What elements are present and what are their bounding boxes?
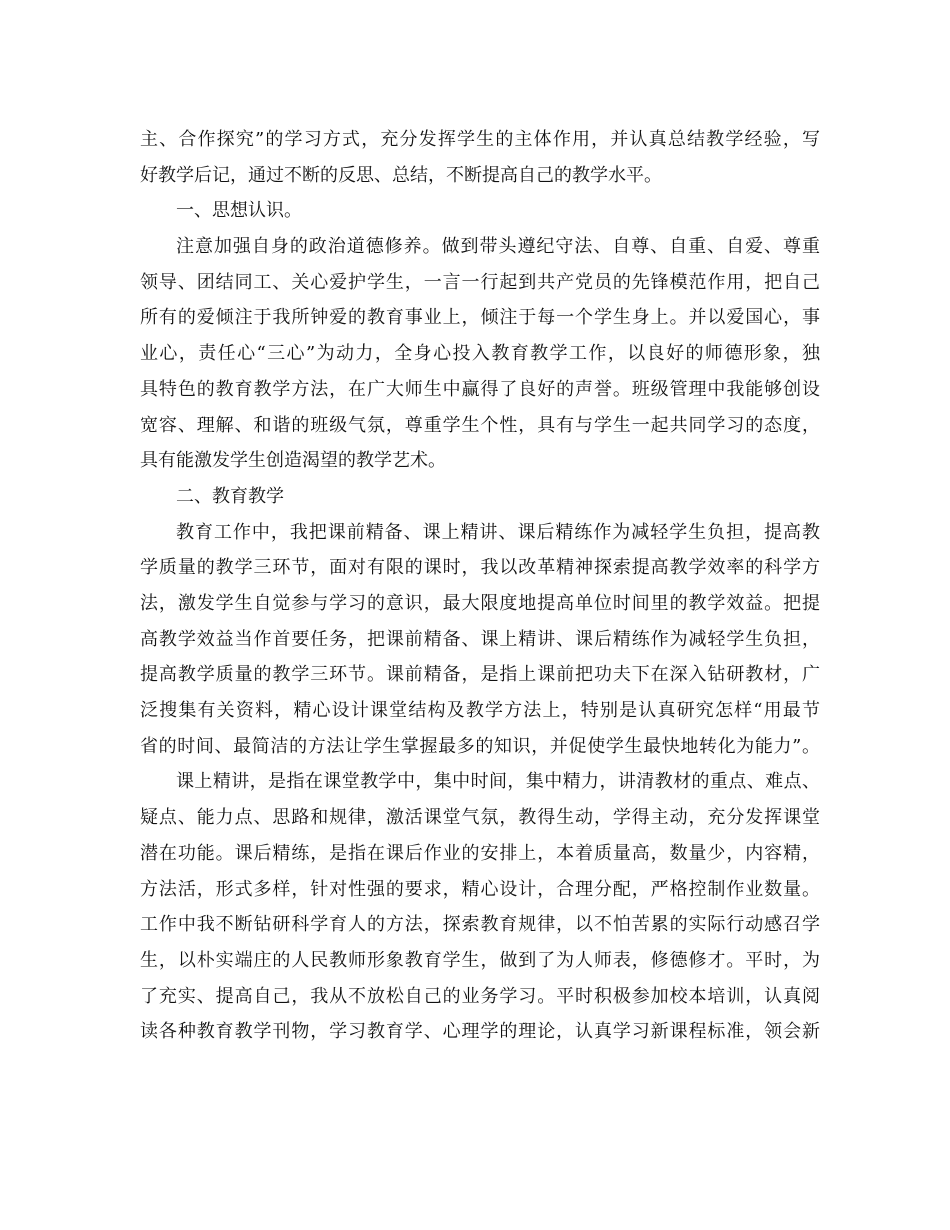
- text-line: 宽容、理解、和谐的班级气氛，尊重学生个性，具有与学生一起共同学习的态度，: [140, 414, 820, 436]
- text-line: 读各种教育教学刊物，学习教育学、心理学的理论，认真学习新课程标准，领会新: [140, 1021, 820, 1043]
- text-line: 领导、团结同工、关心爱护学生，一言一行起到共产党员的先锋模范作用，把自己: [140, 271, 820, 293]
- text-line: 工作中我不断钻研科学育人的方法，探索教育规律，以不怕苦累的实际行动感召学: [140, 914, 820, 936]
- text-line: 高教学效益当作首要任务，把课前精备、课上精讲、课后精练作为减轻学生负担，: [140, 628, 820, 650]
- text-line: 法，激发学生自觉参与学习的意识，最大限度地提高单位时间里的教学效益。把提: [140, 593, 820, 614]
- text-line: 提高教学质量的教学三环节。课前精备，是指上课前把功夫下在深入钻研教材，广: [140, 664, 820, 686]
- text-line: 方法活，形式多样，针对性强的要求，精心设计，合理分配，严格控制作业数量。: [140, 878, 820, 900]
- text-line: 潜在功能。课后精练，是指在课后作业的安排上，本着质量高，数量少，内容精，: [140, 842, 820, 864]
- paragraph-first-line: 教育工作中，我把课前精备、课上精讲、课后精练作为减轻学生负担，提高教: [176, 521, 820, 543]
- paragraph-first-line: 注意加强自身的政治道德修养。做到带头遵纪守法、自尊、自重、自爱、尊重: [176, 236, 820, 258]
- text-line: 省的时间、最简洁的方法让学生掌握最多的知识，并促使学生最快地转化为能力”。: [140, 735, 820, 757]
- paragraph-first-line: 二、教育教学: [176, 485, 284, 507]
- text-line: 学质量的教学三环节，面对有限的课时，我以改革精神探索提高教学效率的科学方: [140, 557, 820, 579]
- text-line: 主、合作探究”的学习方式，充分发挥学生的主体作用，并认真总结教学经验，写: [140, 129, 820, 150]
- document-body: [140, 122, 820, 1050]
- text-line: 好教学后记，通过不断的反思、总结，不断提高自己的教学水平。: [140, 164, 662, 186]
- text-line: 了充实、提高自己，我从不放松自己的业务学习。平时积极参加校本培训，认真阅: [140, 985, 820, 1007]
- text-line: 业心，责任心“三心”为动力，全身心投入教育教学工作，以良好的师德形象，独: [140, 343, 820, 365]
- text-line: 泛搜集有关资料，精心设计课堂结构及教学方法上，特别是认真研究怎样“用最节: [140, 700, 820, 722]
- paragraph-first-line: 一、思想认识。: [176, 200, 302, 222]
- text-line: 所有的爱倾注于我所钟爱的教育事业上，倾注于每一个学生身上。并以爱国心，事: [140, 307, 820, 329]
- paragraph-first-line: 课上精讲，是指在课堂教学中，集中时间，集中精力，讲清教材的重点、难点、: [176, 771, 820, 793]
- text-line: 具有能激发学生创造渴望的教学艺术。: [140, 450, 446, 472]
- text-line: 疑点、能力点、思路和规律，激活课堂气氛，教得生动，学得主动，充分发挥课堂: [140, 807, 820, 829]
- text-line: 生，以朴实端庄的人民教师形象教育学生，做到了为人师表，修德修才。平时，为: [140, 949, 820, 971]
- text-line: 具特色的教育教学方法，在广大师生中赢得了良好的声誉。班级管理中我能够创设: [140, 378, 820, 400]
